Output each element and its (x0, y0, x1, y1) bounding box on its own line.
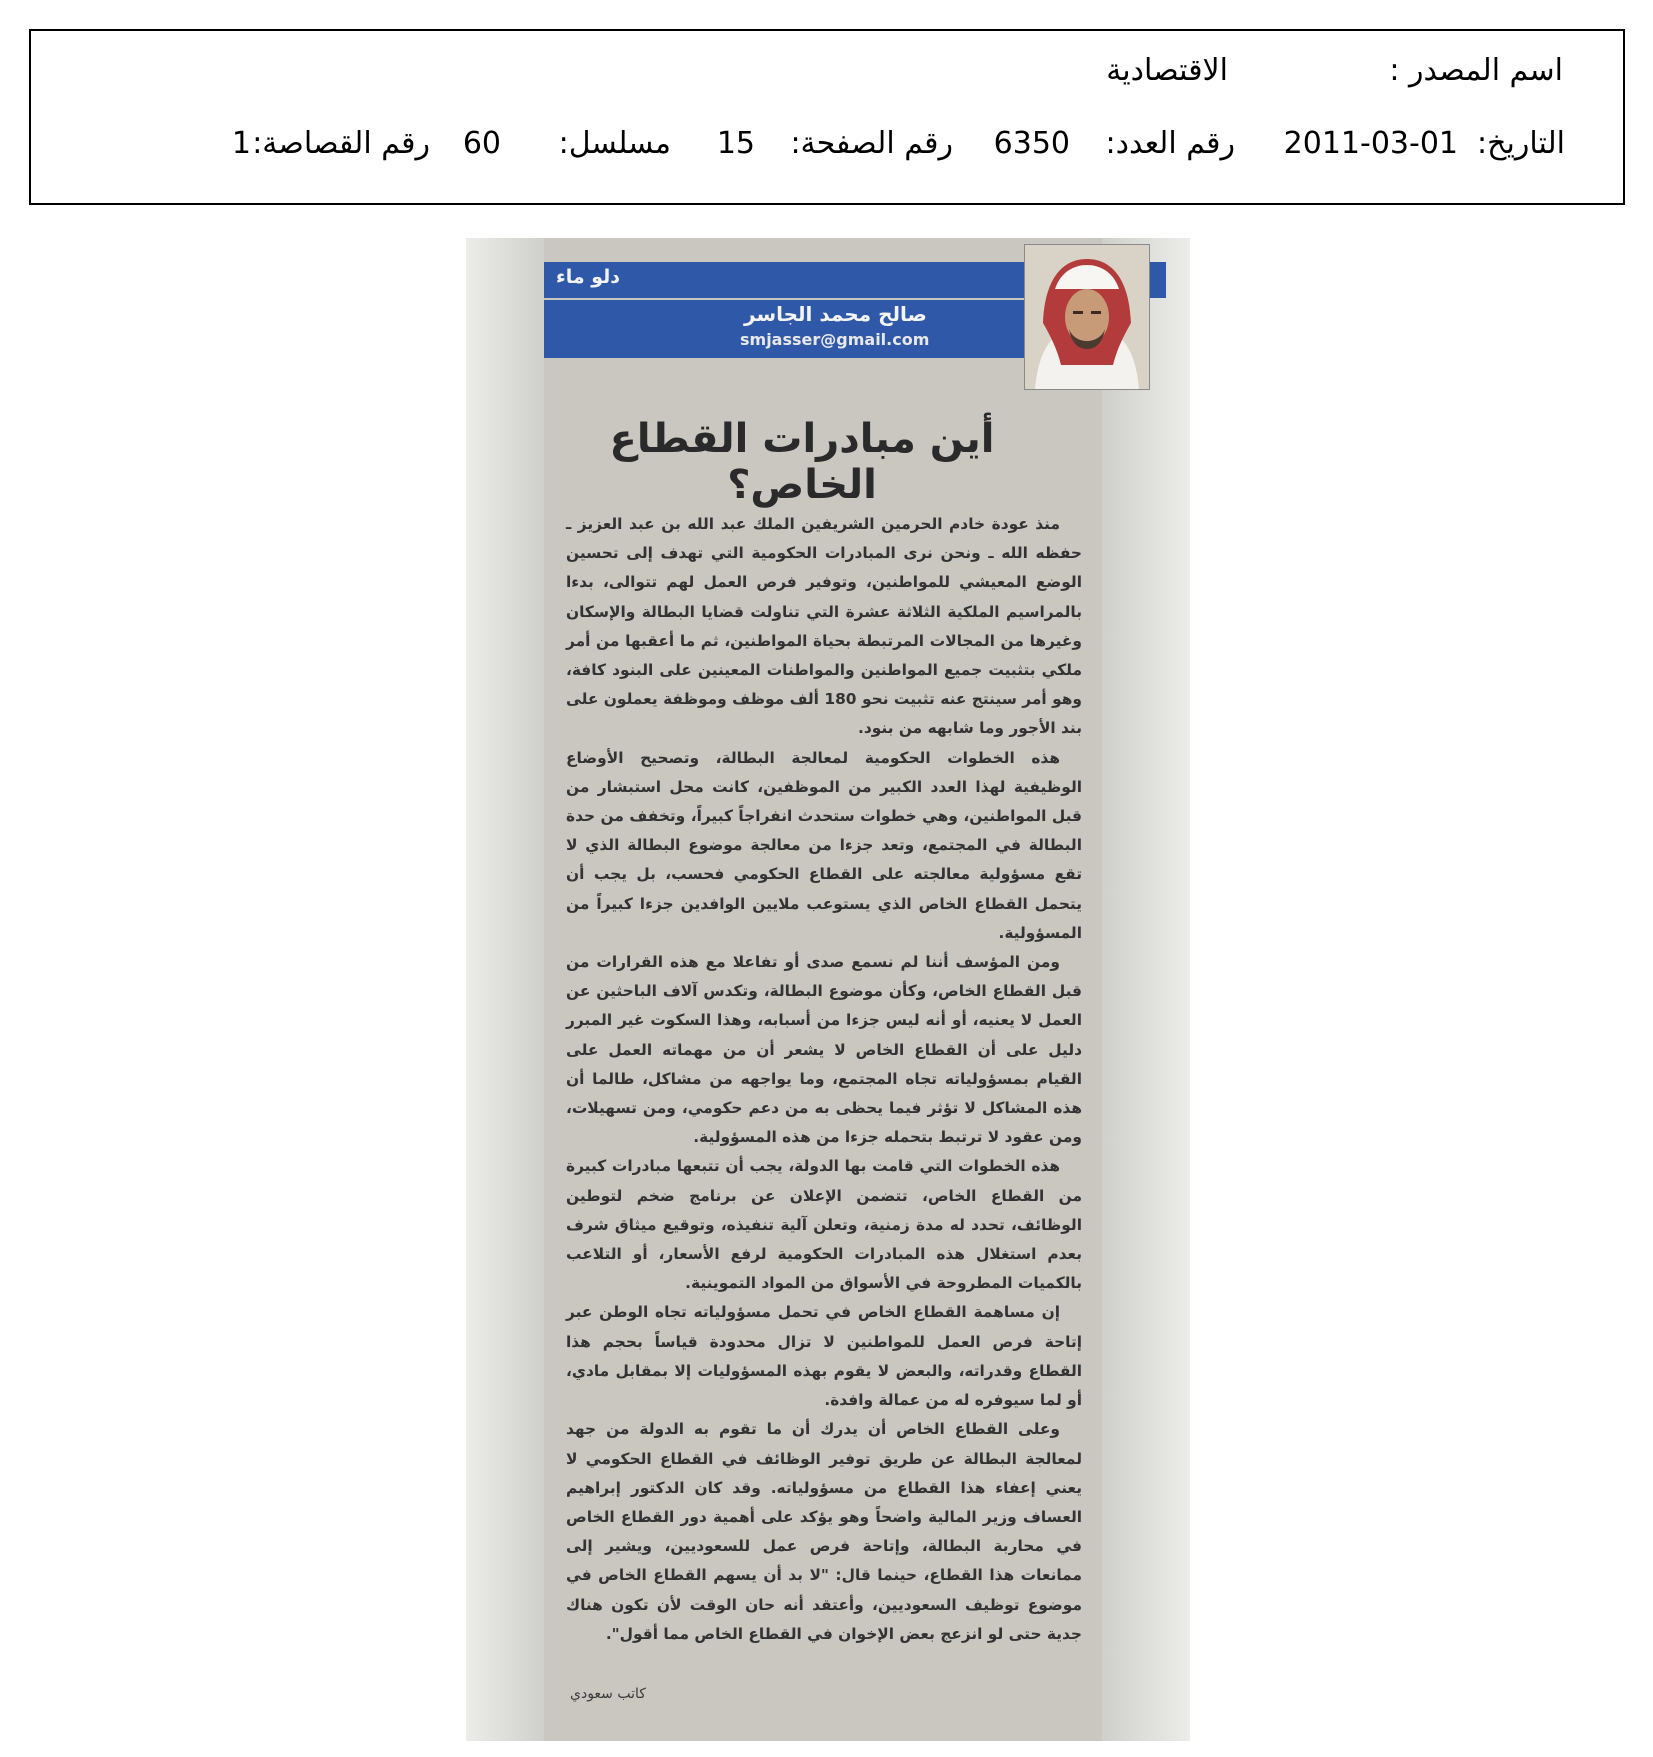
source-value: الاقتصادية (1106, 53, 1228, 88)
metadata-row-details (31, 126, 1623, 166)
clipping-metadata-box (29, 29, 1625, 205)
date-label: التاريخ: (1477, 126, 1565, 161)
author-signature: كاتب سعودي (570, 1686, 646, 1702)
date-value: 2011-03-01 (1283, 126, 1458, 161)
serial-value: 60 (462, 126, 501, 161)
article-paragraph-4: هذه الخطوات التي قامت بها الدولة، يجب أن تتبعها مبادرات كبيرة من القطاع الخاص، تتضمن الإعلان عن برنامج ضخم لتوطين الوظائف، تحدد له مدة زمنية، وتعلن آلية تنفيذه، وتوقيع ميثاق شرف بعدم استغلال هذه المبادرات الحكومية لرفع الأسعار، أو التلاعب بالكميات المطروحة في الأسواق من المواد التموينية. (566, 1157, 1082, 1293)
article-paragraph-2: هذه الخطوات الحكومية لمعالجة البطالة، وتصحيح الأوضاع الوظيفية لهذا العدد الكبير من الموظفين، كانت محل استبشار من قبل المواطنين، وهي خطوات ستحدث انفراجاً كبيراً، وتخفف من حدة البطالة في المجتمع، وتعد جزءا من معالجة موضوع البطالة الذي لا تقع مسؤولية معالجته على القطاع الحكومي فحسب، بل يجب أن يتحمل القطاع الخاص الذي يستوعب ملايين الوافدين جزءا كبيراً من المسؤولية. (566, 748, 1082, 942)
clip-value: 1 (231, 126, 251, 161)
issue-label: رقم العدد: (1105, 126, 1235, 161)
source-label: اسم المصدر : (1389, 53, 1563, 88)
author-portrait-icon (1025, 245, 1149, 389)
newspaper-clipping (466, 238, 1190, 1741)
page-label: رقم الصفحة: (790, 126, 953, 161)
column-name: دلو ماء (556, 266, 621, 288)
issue-value: 6350 (993, 126, 1070, 161)
article-paragraph-5: إن مساهمة القطاع الخاص في تحمل مسؤولياته تجاه الوطن عبر إتاحة فرص العمل للمواطنين لا تزال محدودة قياساً بحجم هذا القطاع وقدراته، والبعض لا يقوم بهذه المسؤوليات إلا بمقابل مادي، أو لما سيوفره له من عمالة وافدة. (566, 1303, 1082, 1410)
page-value: 15 (716, 126, 755, 161)
author-name: صالح محمد الجاسر (744, 302, 927, 326)
scan-margin-left (466, 238, 544, 1741)
article-paragraph-1: منذ عودة خادم الحرمين الشريفين الملك عبد الله بن عبد العزيز ـ حفظه الله ـ ونحن نرى المبادرات الحكومية التي تهدف إلى تحسين الوضع المعيشي للمواطنين، وتوفير فرص العمل لهم تتوالى، بدءا بالمراسيم الملكية الثلاثة عشرة التي تناولت قضايا البطالة والإسكان وغيرها من المجالات المرتبطة بحياة المواطنين، ثم ما أعقبها من أمر ملكي بتثبيت جميع المواطنين والمواطنات المعينين على البنود كافة، وهو أمر سينتج عنه تثبيت نحو 180 ألف موظف وموظفة يعملون على بند الأجور وما شابهه من بنود. (566, 515, 1082, 738)
article-body (566, 510, 1082, 1649)
clip-label: رقم القصاصة: (252, 126, 430, 161)
article-headline: أين مبادرات القطاع الخاص؟ (609, 416, 995, 508)
article-paragraph-6: وعلى القطاع الخاص أن يدرك أن ما تقوم به الدولة من جهد لمعالجة البطالة عن طريق توفير الوظائف في القطاع الحكومي لا يعني إعفاء هذا القطاع من مسؤولياته. وقد كان الدكتور إبراهيم العساف وزير المالية واضحاً وهو يؤكد على أهمية دور القطاع الخاص في محاربة البطالة، وإتاحة فرص عمل للسعوديين، ويشير إلى ممانعات هذا القطاع، حينما قال: "لا بد أن يسهم القطاع الخاص في موضوع توظيف السعوديين، وأعتقد أنه حان الوقت لأن تكون هناك جدية حتى لو انزعج بعض الإخوان في القطاع الخاص مما أقول". (566, 1420, 1082, 1643)
author-email: smjasser@gmail.com (740, 330, 930, 349)
author-photo (1024, 244, 1150, 390)
serial-label: مسلسل: (558, 126, 671, 161)
article-paragraph-3: ومن المؤسف أننا لم نسمع صدى أو تفاعلا مع هذه القرارات من قبل القطاع الخاص، وكأن موضوع البطالة، وتكدس آلاف الباحثين عن العمل لا يعنيه، أو أنه ليس جزءا من أسبابه، وهذا السكوت غير المبرر دليل على أن القطاع الخاص لا يشعر أن من مهماته العمل على القيام بمسؤولياته تجاه المجتمع، وما يواجهه من مشاكل، طالما أن هذه المشاكل لا تؤثر فيما يحظى به من دعم حكومي، ومن تسهيلات، ومن عقود لا ترتبط بتحمله جزءا من هذه المسؤولية. (566, 953, 1082, 1147)
scan-margin-right (1102, 238, 1190, 1741)
article-column (544, 238, 1102, 1741)
metadata-row-source (31, 53, 1623, 93)
